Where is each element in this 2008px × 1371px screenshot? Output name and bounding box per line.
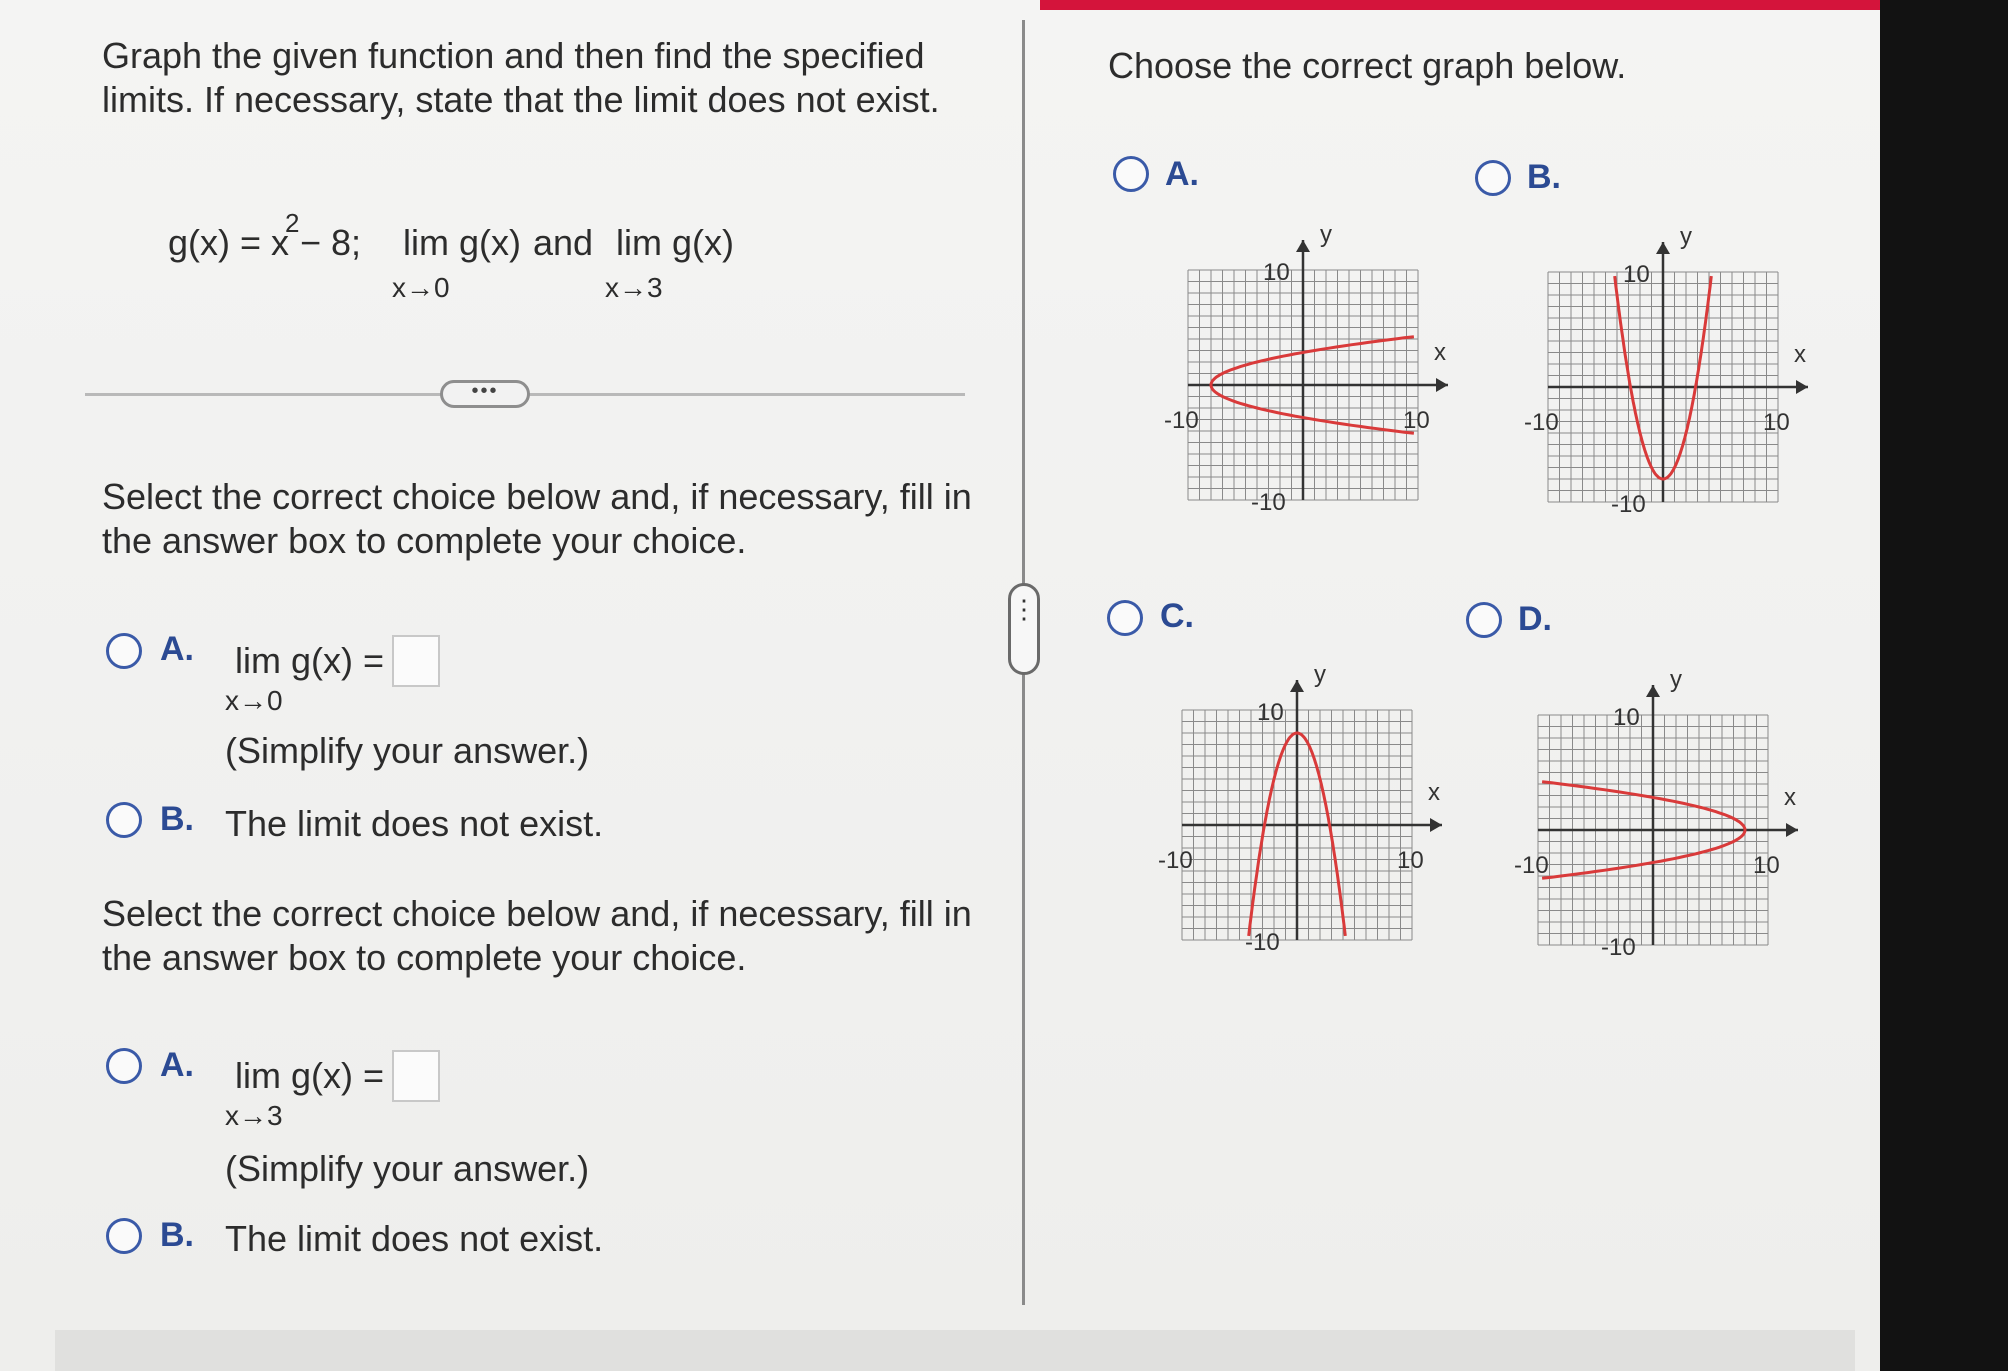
y-axis-arrow bbox=[1646, 685, 1660, 697]
graph-option-b-radio[interactable] bbox=[1475, 160, 1511, 196]
graph-d-tick-top: 10 bbox=[1613, 704, 1640, 731]
graph-a-tick-right: 10 bbox=[1403, 407, 1430, 434]
top-accent-bar bbox=[1040, 0, 1880, 10]
graph-b-tick-right: 10 bbox=[1763, 409, 1790, 436]
graph-c-grid bbox=[1182, 680, 1442, 940]
function-rhs: − 8; bbox=[300, 222, 362, 263]
part2-option-a-approach: x→3 bbox=[225, 1100, 283, 1131]
graph-b-tick-bottom: -10 bbox=[1611, 491, 1646, 518]
graph-c-tick-top: 10 bbox=[1257, 699, 1284, 726]
graph-c-x-label: x bbox=[1428, 779, 1440, 806]
function-exponent: 2 bbox=[285, 208, 300, 238]
x-axis-arrow bbox=[1430, 818, 1442, 832]
graph-c-y-label: y bbox=[1314, 661, 1326, 688]
expand-button[interactable]: ••• bbox=[440, 380, 530, 408]
bottom-strip bbox=[55, 1330, 1855, 1371]
graph-d[interactable] bbox=[1508, 665, 1828, 965]
limit-1: lim g(x) bbox=[403, 222, 521, 263]
limit-1-approach: x→0 bbox=[392, 272, 450, 303]
graph-d-tick-left: -10 bbox=[1514, 852, 1549, 879]
y-axis-arrow bbox=[1290, 680, 1304, 692]
y-axis-arrow bbox=[1656, 242, 1670, 254]
part2-option-a-lim: lim g(x) = bbox=[235, 1055, 385, 1096]
graph-option-b-letter: B. bbox=[1527, 158, 1561, 196]
graph-a-x-label: x bbox=[1434, 339, 1446, 366]
part1-option-b-letter: B. bbox=[160, 800, 194, 838]
part2-option-a-radio[interactable] bbox=[106, 1048, 142, 1084]
graph-a-tick-bottom: -10 bbox=[1251, 489, 1286, 516]
graph-d-tick-right: 10 bbox=[1753, 852, 1780, 879]
function-definition bbox=[168, 222, 289, 264]
part1-answer-box[interactable] bbox=[392, 635, 440, 687]
graph-c-tick-bottom: -10 bbox=[1245, 929, 1280, 956]
part2-option-b-letter: B. bbox=[160, 1216, 194, 1254]
graph-a[interactable] bbox=[1158, 220, 1478, 520]
graph-a-tick-top: 10 bbox=[1263, 259, 1290, 286]
function-lhs: g(x) = x bbox=[168, 222, 290, 263]
graph-d-tick-bottom: -10 bbox=[1601, 934, 1636, 961]
graph-prompt: Choose the correct graph below. bbox=[1108, 45, 1627, 86]
graph-d-x-label: x bbox=[1784, 784, 1796, 811]
part2-prompt: Select the correct choice below and, if necessary, fill in the answer box to complete your choice. bbox=[102, 893, 972, 978]
part1-option-b-text: The limit does not exist. bbox=[225, 803, 604, 844]
graph-c-tick-left: -10 bbox=[1158, 847, 1193, 874]
graph-option-c-radio[interactable] bbox=[1107, 600, 1143, 636]
limit-2-approach: x→3 bbox=[605, 272, 663, 303]
pane-resize-handle[interactable]: ⋮ bbox=[1008, 583, 1040, 675]
part1-option-a-letter: A. bbox=[160, 630, 194, 668]
graph-option-d-radio[interactable] bbox=[1466, 602, 1502, 638]
and-word: and bbox=[533, 222, 594, 263]
graph-b-y-label: y bbox=[1680, 223, 1692, 250]
graph-b-tick-left: -10 bbox=[1524, 409, 1559, 436]
x-axis-arrow bbox=[1786, 823, 1798, 837]
limit-2: lim g(x) bbox=[616, 222, 734, 263]
part2-answer-box[interactable] bbox=[392, 1050, 440, 1102]
graph-a-y-label: y bbox=[1320, 221, 1332, 248]
graph-option-c-letter: C. bbox=[1160, 597, 1194, 635]
graph-a-tick-left: -10 bbox=[1164, 407, 1199, 434]
graph-c-tick-right: 10 bbox=[1397, 847, 1424, 874]
graph-option-a-letter: A. bbox=[1165, 155, 1199, 193]
graph-c[interactable] bbox=[1152, 660, 1472, 960]
x-axis-arrow bbox=[1796, 380, 1808, 394]
y-axis-arrow bbox=[1296, 240, 1310, 252]
part1-option-a-lim: lim g(x) = bbox=[235, 640, 385, 681]
part2-option-b-text: The limit does not exist. bbox=[225, 1218, 604, 1259]
x-axis-arrow bbox=[1436, 378, 1448, 392]
graph-b[interactable] bbox=[1518, 222, 1838, 522]
screen-edge bbox=[1880, 0, 2008, 1371]
graph-option-a-radio[interactable] bbox=[1113, 156, 1149, 192]
graph-d-grid bbox=[1538, 685, 1798, 945]
part2-option-b-radio[interactable] bbox=[106, 1218, 142, 1254]
part2-option-a-letter: A. bbox=[160, 1046, 194, 1084]
part1-option-a-radio[interactable] bbox=[106, 633, 142, 669]
part1-prompt: Select the correct choice below and, if necessary, fill in the answer box to complete your choice. bbox=[102, 476, 972, 561]
graph-b-tick-top: 10 bbox=[1623, 261, 1650, 288]
graph-d-y-label: y bbox=[1670, 666, 1682, 693]
part1-option-a-hint: (Simplify your answer.) bbox=[225, 730, 590, 771]
graph-option-d-letter: D. bbox=[1518, 600, 1552, 638]
graph-b-x-label: x bbox=[1794, 341, 1806, 368]
part1-option-a-approach: x→0 bbox=[225, 685, 283, 716]
question-intro: Graph the given function and then find the specified limits. If necessary, state that the limit does not exist. bbox=[102, 35, 940, 120]
part1-option-b-radio[interactable] bbox=[106, 802, 142, 838]
part2-option-a-hint: (Simplify your answer.) bbox=[225, 1148, 590, 1189]
